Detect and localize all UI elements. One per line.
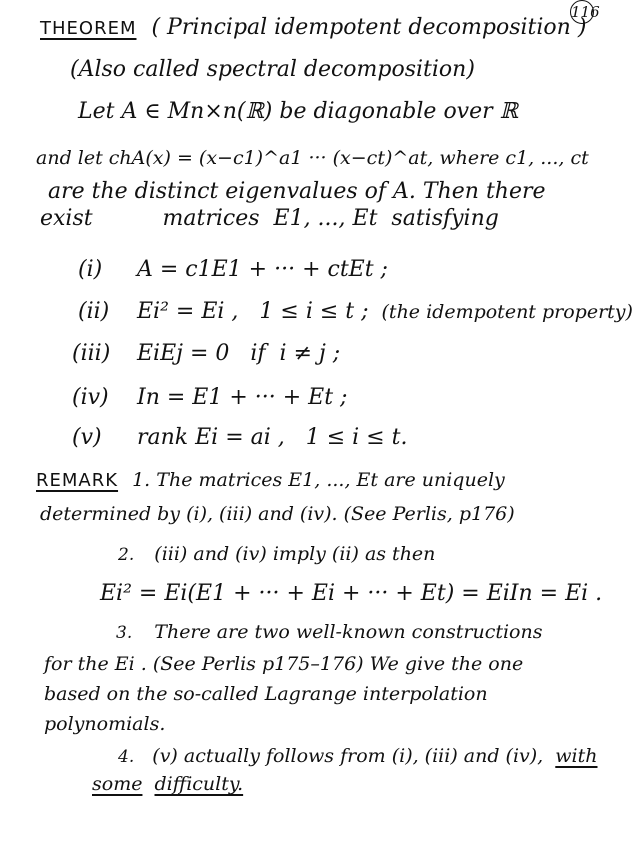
condition-label: (iv) — [72, 385, 109, 410]
condition-text: Ei² = Ei , 1 ≤ i ≤ t ; — [137, 299, 369, 324]
theorem-line-3: are the distinct eigenvalues of A. Then there — [48, 179, 546, 204]
theorem-alias: (Also called spectral decomposition) — [70, 57, 475, 82]
remark-4-line-1 — [118, 742, 598, 771]
remark-text: (v) actually follows from (i), (iii) and (iv), — [152, 745, 544, 767]
remark-item-number: 4. — [118, 747, 135, 767]
remark-text: There are two well-known constructions — [154, 621, 543, 643]
remark-3-line-1 — [116, 618, 542, 647]
idempotent-note: (the idempotent property) — [381, 301, 633, 323]
page-number: 116 — [570, 0, 594, 24]
condition-i — [78, 256, 388, 284]
remark-label: REMARK — [36, 470, 119, 491]
remark-1-line-2: determined by (i), (iii) and (iv). (See Perlis, p176) — [40, 503, 515, 525]
remark-emphasis-some: some — [92, 773, 143, 795]
theorem-label: THEOREM — [40, 18, 137, 39]
remark-text: The matrices E1, ..., Et are uniquely — [156, 469, 505, 491]
remark-2-line-1 — [118, 540, 435, 569]
condition-label: (ii) — [78, 299, 110, 324]
condition-text: EiEj = 0 if i ≠ j ; — [137, 341, 341, 366]
remark-emphasis-with: with — [555, 745, 598, 767]
theorem-line-2: and let chA(x) = (x−c1)^a1 ··· (x−ct)^at, where c1, ..., ct — [36, 147, 589, 169]
condition-iv — [72, 384, 347, 412]
remark-text: (iii) and (iv) imply (ii) as then — [154, 543, 436, 565]
remark-3-line-2: for the Ei . (See Perlis p175–176) We give the one — [44, 653, 524, 675]
remark-1-line-1 — [36, 466, 505, 495]
condition-ii — [78, 298, 633, 326]
remark-2-equation: Ei² = Ei(E1 + ··· + Ei + ··· + Et) = EiIn = Ei . — [100, 581, 603, 606]
remark-emphasis-difficulty: difficulty. — [154, 773, 244, 795]
remark-3-line-3: based on the so-called Lagrange interpolation — [44, 683, 488, 705]
condition-text: In = E1 + ··· + Et ; — [137, 385, 348, 410]
condition-iii — [72, 340, 340, 368]
condition-label: (iii) — [72, 341, 111, 366]
theorem-line-1: Let A ∈ Mn×n(ℝ) be diagonable over ℝ — [78, 99, 518, 124]
theorem-heading — [40, 14, 586, 43]
condition-label: (v) — [72, 425, 102, 450]
remark-item-number: 3. — [116, 623, 133, 643]
condition-v — [72, 424, 407, 452]
remark-item-number: 2. — [118, 545, 135, 565]
remark-item-number: 1. — [132, 469, 151, 491]
condition-text: A = c1E1 + ··· + ctEt ; — [137, 257, 388, 282]
remark-3-line-4: polynomials. — [44, 713, 166, 735]
condition-text: rank Ei = ai , 1 ≤ i ≤ t. — [137, 425, 408, 450]
theorem-line-4: exist matrices E1, ..., Et satisfying — [40, 206, 499, 231]
theorem-title: ( Principal idempotent decomposition ) — [151, 15, 587, 40]
condition-label: (i) — [78, 257, 103, 282]
remark-4-line-2 — [92, 770, 243, 798]
